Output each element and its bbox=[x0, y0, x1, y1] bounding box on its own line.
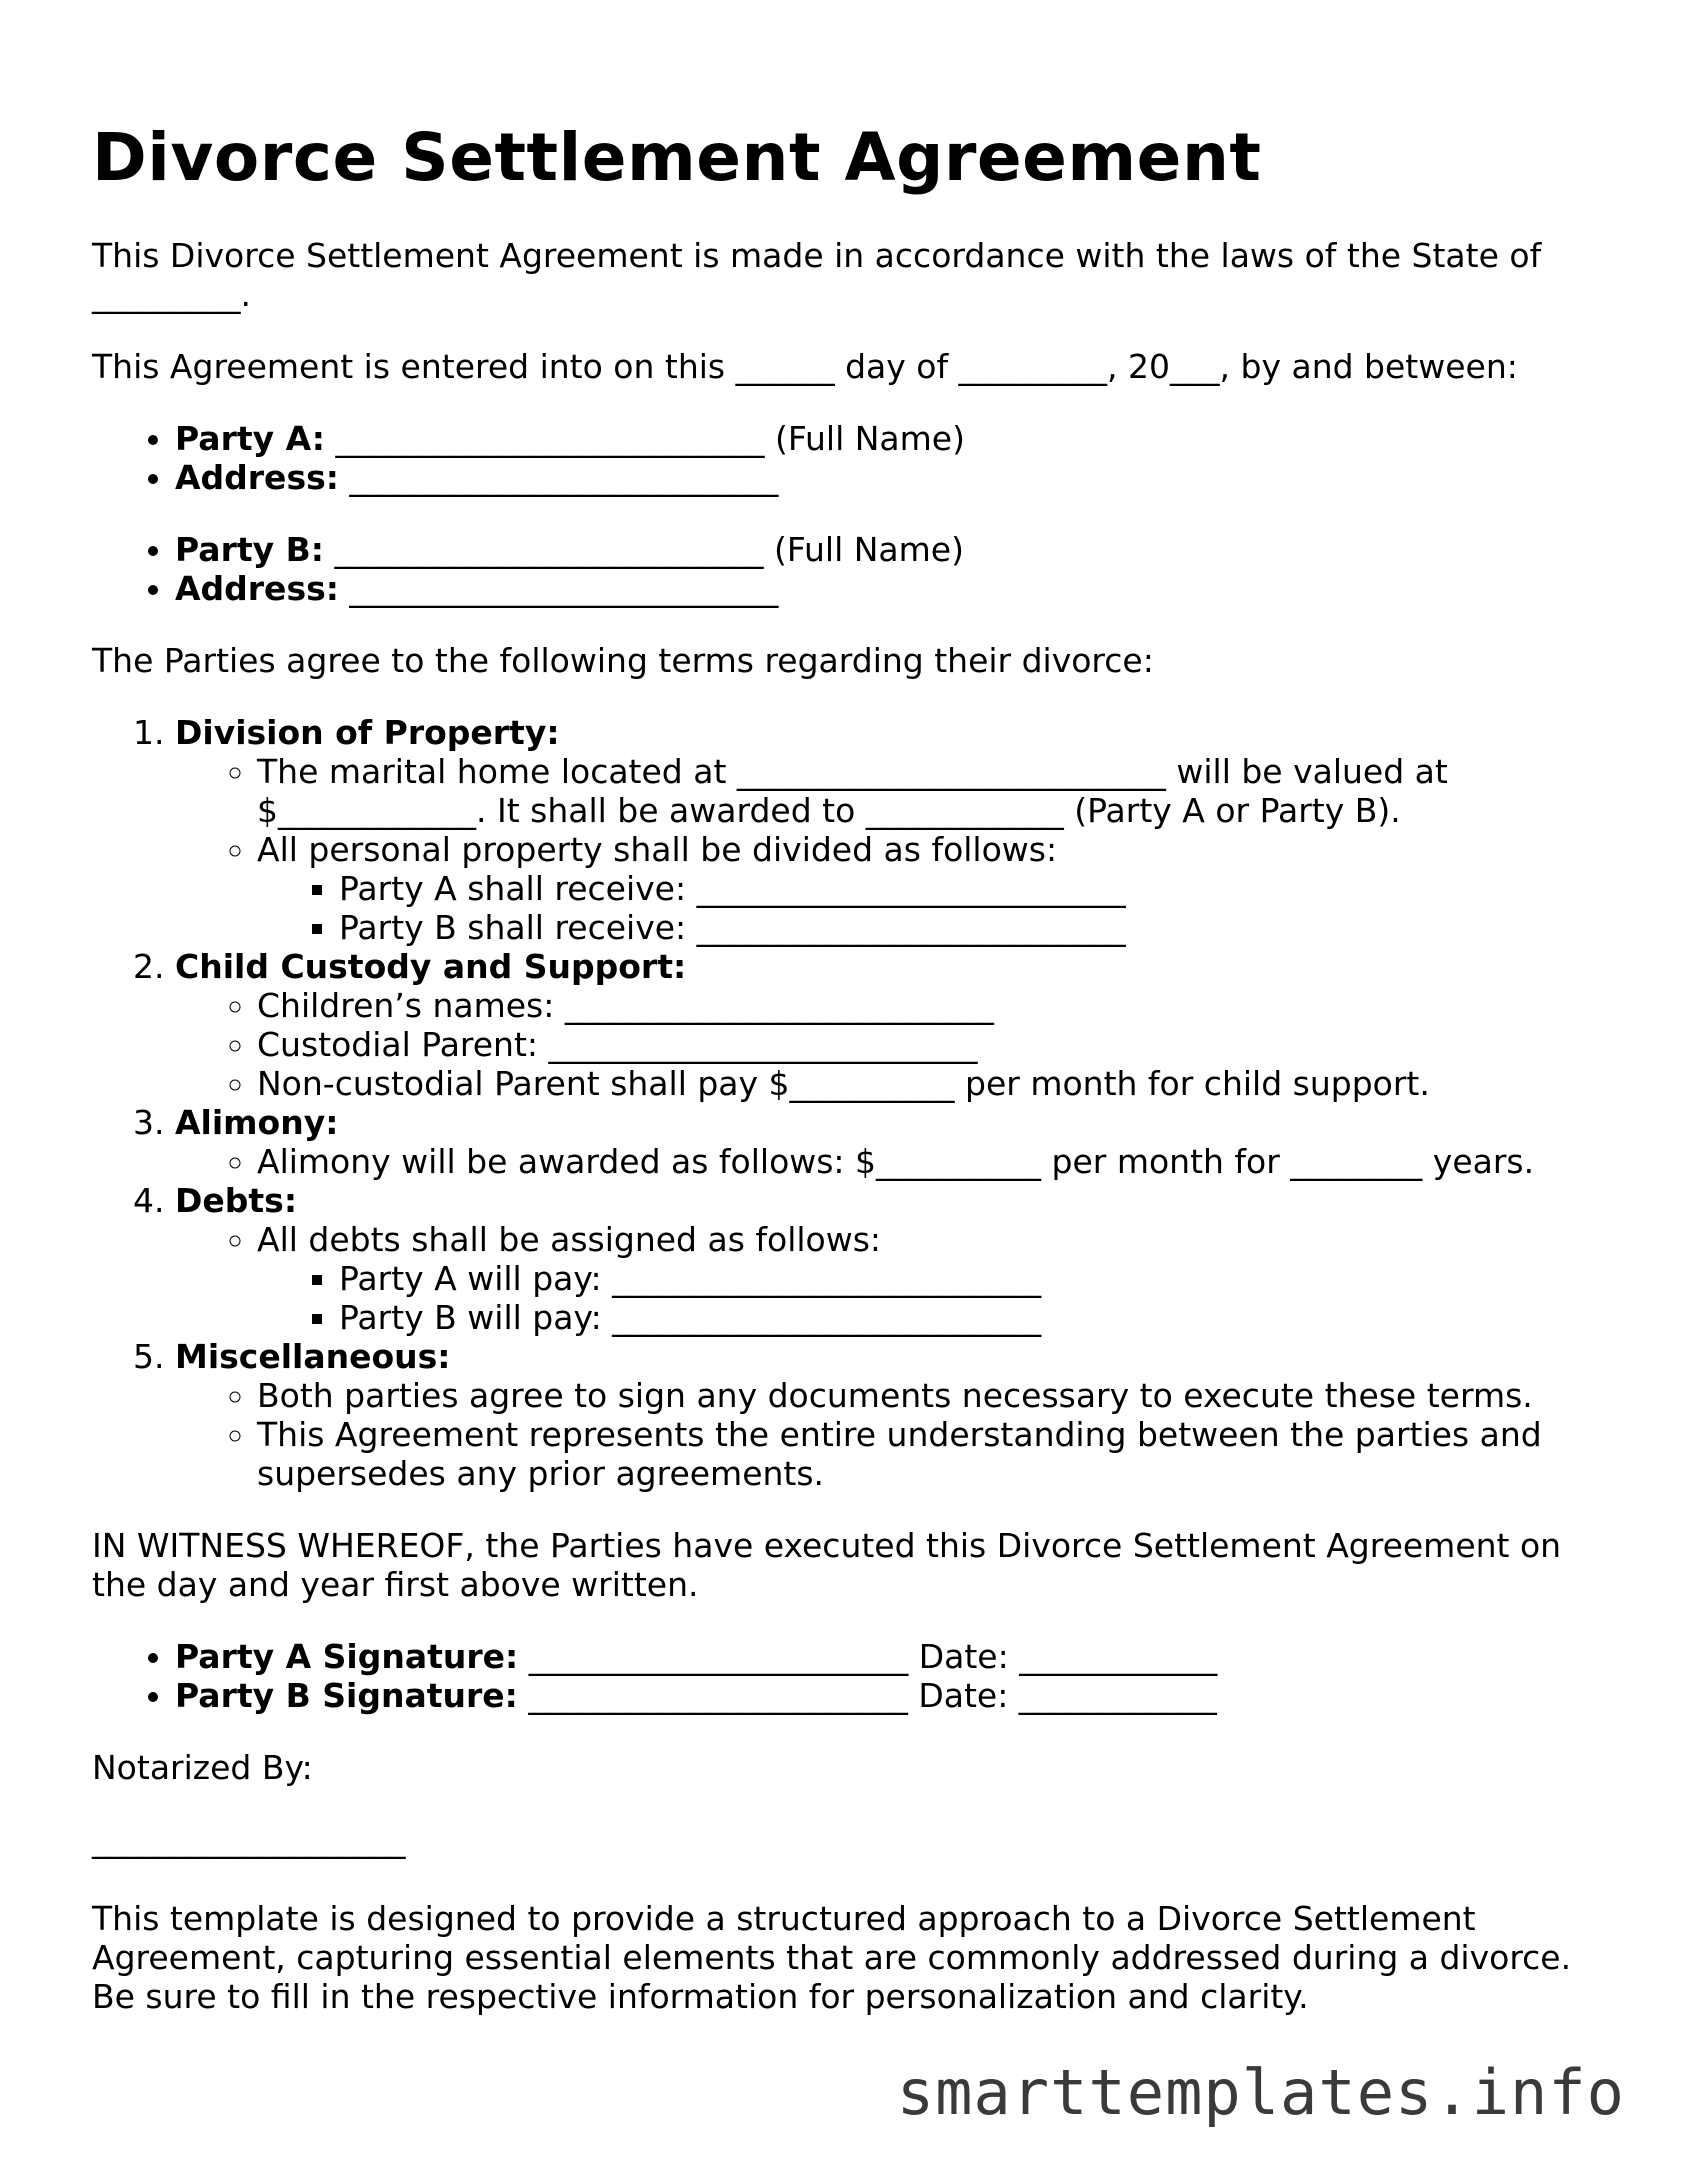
debts-subitems bbox=[257, 1259, 1602, 1337]
party-a-address-label: Address: bbox=[175, 458, 339, 497]
personal-property-item bbox=[257, 830, 1602, 947]
custodial-parent-item: ◦ Custodial Parent: __________________________ bbox=[257, 1025, 1602, 1064]
party-b-address-blank: __________________________ bbox=[338, 569, 779, 608]
party-a-name-blank: __________________________ (Full Name) bbox=[324, 419, 965, 458]
term-custody bbox=[175, 947, 1602, 1103]
alimony-item: ◦ Alimony will be awarded as follows: $__________ per month for ________ years. bbox=[257, 1142, 1602, 1181]
entire-agreement-item: ◦ This Agreement represents the entire understanding between the parties and supersedes any prior agreements. bbox=[257, 1415, 1602, 1493]
notarized-label: Notarized By: bbox=[92, 1748, 313, 1787]
party-a-address-item bbox=[175, 458, 1602, 497]
term-property-heading: Division of Property: bbox=[175, 713, 560, 752]
term-misc-heading: Miscellaneous: bbox=[175, 1337, 451, 1376]
term-misc-items bbox=[175, 1376, 1602, 1493]
term-misc bbox=[175, 1337, 1602, 1493]
party-a-address-blank: __________________________ bbox=[338, 458, 779, 497]
party-a-receive-item: ▪ Party A shall receive: __________________________ bbox=[339, 869, 1602, 908]
terms-list bbox=[92, 713, 1602, 1493]
term-custody-heading: Child Custody and Support: bbox=[175, 947, 687, 986]
party-a-signature-blank: _______________________ Date: ____________ bbox=[518, 1637, 1218, 1676]
children-names-item: ◦ Children’s names: __________________________ bbox=[257, 986, 1602, 1025]
term-debts bbox=[175, 1181, 1602, 1337]
party-b-signature-blank: _______________________ Date: ____________ bbox=[517, 1676, 1217, 1715]
sign-documents-item: ◦ Both parties agree to sign any documents necessary to execute these terms. bbox=[257, 1376, 1602, 1415]
entered-paragraph: This Agreement is entered into on this ______ day of _________, 20___, by and between: bbox=[92, 347, 1518, 386]
party-a-name-label: Party A: bbox=[175, 419, 325, 458]
term-alimony-heading: Alimony: bbox=[175, 1103, 339, 1142]
terms-intro: The Parties agree to the following terms regarding their divorce: bbox=[92, 641, 1154, 680]
personal-property-text: All personal property shall be divided as follows: bbox=[257, 830, 1058, 869]
personal-property-subitems bbox=[257, 869, 1602, 947]
debts-text: All debts shall be assigned as follows: bbox=[257, 1220, 882, 1259]
term-custody-items bbox=[175, 986, 1602, 1103]
party-b-name-blank: __________________________ (Full Name) bbox=[323, 530, 964, 569]
party-b-receive-item: ▪ Party B shall receive: __________________________ bbox=[339, 908, 1602, 947]
term-property-items bbox=[175, 752, 1602, 947]
term-alimony bbox=[175, 1103, 1602, 1181]
term-debts-items bbox=[175, 1220, 1602, 1337]
party-b-name-label: Party B: bbox=[175, 530, 324, 569]
witness-paragraph: IN WITNESS WHEREOF, the Parties have executed this Divorce Settlement Agreement on the day and year first above written. bbox=[92, 1526, 1562, 1604]
party-b-pay-item: ▪ Party B will pay: __________________________ bbox=[339, 1298, 1602, 1337]
term-property bbox=[175, 713, 1602, 947]
debts-item bbox=[257, 1220, 1602, 1337]
party-a-signature-label: Party A Signature: bbox=[175, 1637, 519, 1676]
party-b-name-item bbox=[175, 530, 1602, 569]
term-debts-heading: Debts: bbox=[175, 1181, 298, 1220]
watermark: smarttemplates.info bbox=[896, 2056, 1625, 2129]
marital-home-item: ◦ The marital home located at __________________________ will be valued at $____________. It shall be awarded to ____________ (Party A or Party B). bbox=[257, 752, 1602, 830]
party-b-signature-label: Party B Signature: bbox=[175, 1676, 518, 1715]
notary-signature-line: ___________________ bbox=[92, 1820, 406, 1859]
party-a-signature-item bbox=[175, 1637, 1602, 1676]
party-b-address-label: Address: bbox=[175, 569, 339, 608]
document-page bbox=[92, 118, 1602, 2049]
term-alimony-items bbox=[175, 1142, 1602, 1181]
signature-list bbox=[92, 1637, 1602, 1715]
child-support-item: ◦ Non-custodial Parent shall pay $__________ per month for child support. bbox=[257, 1064, 1602, 1103]
party-a-pay-item: ▪ Party A will pay: __________________________ bbox=[339, 1259, 1602, 1298]
party-a-name-item bbox=[175, 419, 1602, 458]
footer-note: This template is designed to provide a structured approach to a Divorce Settlement Agreement, capturing essential elements that are commonly addressed during a divorce. Be sure to fill in the respective information for personalization and clarity. bbox=[92, 1899, 1572, 2016]
party-a-list bbox=[92, 419, 1602, 497]
page-title: Divorce Settlement Agreement bbox=[92, 119, 1262, 196]
party-b-address-item bbox=[175, 569, 1602, 608]
intro-paragraph: This Divorce Settlement Agreement is made in accordance with the laws of the State of _________. bbox=[92, 236, 1542, 314]
party-b-signature-item bbox=[175, 1676, 1602, 1715]
party-b-list bbox=[92, 530, 1602, 608]
